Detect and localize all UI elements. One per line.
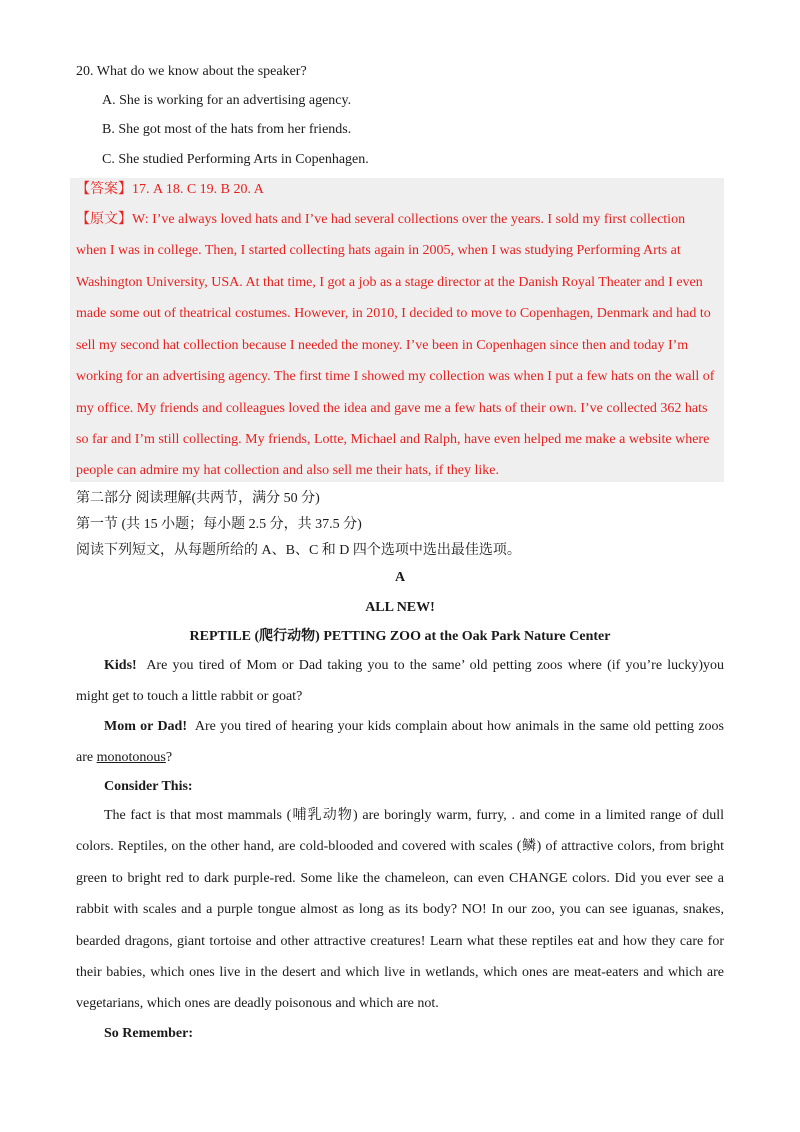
option-b: B. She got most of the hats from her friends. [102,122,352,137]
transcript-line: made some out of theatrical costumes. However, in 2010, I decided to move to Copenhagen, Denmark and had to [76,306,711,321]
option-a: A. She is working for an advertising agency. [102,93,352,108]
transcript-line: sell my second hat collection because I needed the money. I’ve been in Copenhagen since then and today I’m [76,338,689,353]
underlined-word: monotonous [96,750,166,766]
option-c: C. She studied Performing Arts in Copenhagen. [102,152,369,167]
instruction-text: 阅读下列短文，从每题所给的 A、B、C 和 D 四个选项中选出最佳选项。 [76,543,521,558]
transcript-line: 【原文】W: I’ve always loved hats and I’ve had several collections over the years. I sold my first collection [76,212,686,227]
subsection-heading: 第一节 (共 15 小题；每小题 2.5 分，共 37.5 分) [76,517,362,532]
paragraph-facts [76,800,724,1020]
parents-text: Are you tired of hearing your kids complain about how animals in the same old petting zoos are [76,719,724,766]
kids-text: Are you tired of Mom or Dad taking you to the same’ old petting zoos where (if you’re lucky)you might get to touch a little rabbit or goat? [76,658,724,705]
parents-label: Mom or Dad! [104,719,187,734]
question-stem: 20. What do we know about the speaker? [76,64,307,79]
passage-letter: A [394,570,406,585]
answer-key: 【答案】17. A 18. C 19. B 20. A [76,182,264,197]
transcript-line: Washington University, USA. At that time, I got a job as a stage director at the Danish Royal Theater and I even [76,275,703,290]
transcript-line: working for an advertising agency. The first time I showed my collection was when I put a few hats on the wall of [76,369,715,384]
facts-text: The fact is that most mammals (哺乳动物) are boringly warm, furry, . and come in a limited range of dull colors. Reptiles, on the other hand, are cold-blooded and covered with scales (鳞) of attractive colors, from bright green to bright red to dark purple-red. Some like the chameleon, can even CHANGE colors. Did you ever see a rabbit with scales and a purple tongue almost as long as its body? NO! In our zoo, you can see iguanas, snakes, bearded dragons, giant tortoise and other attractive creatures! Learn what these reptiles eat and how they care for their babies, which ones live in the desert and which live in wetlands, which ones are meat-eaters and which are vegetarians, which ones are deadly poisonous and which are not. [76,808,724,1012]
answer-block [70,178,724,482]
kids-label: Kids! [104,658,137,673]
section-part-heading: 第二部分 阅读理解(共两节，满分 50 分) [76,491,320,506]
passage-title: REPTILE (爬行动物) PETTING ZOO at the Oak Park Nature Center [189,629,611,644]
remember-heading: So Remember: [104,1026,194,1041]
transcript-line: my office. My friends and colleagues loved the idea and gave me a few hats of their own. I’ve collected 362 hats [76,401,708,416]
transcript-line: so far and I’m still collecting. My friends, Lotte, Michael and Ralph, have even helped me make a website where [76,432,710,447]
paragraph-parents: Mom or Dad! Are you tired of hearing your kids complain about how animals in the same old petting zoos are monotonous? [76,719,724,766]
paragraph-kids [76,650,724,713]
passage-headline: ALL NEW! [365,600,435,615]
consider-heading: Consider This: [104,779,193,794]
transcript-line: people can admire my hat collection and also sell me their hats, if they like. [76,463,499,478]
transcript-line: when I was in college. Then, I started collecting hats again in 2005, when I was studying Performing Arts at [76,243,681,258]
